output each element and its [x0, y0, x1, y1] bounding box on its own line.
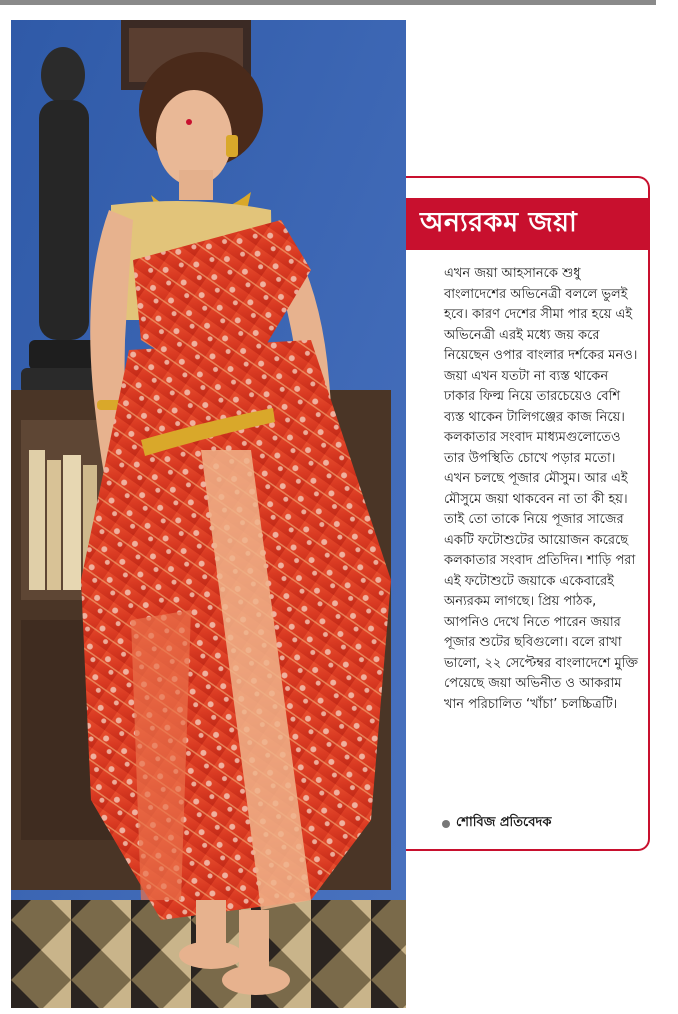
- article-body: এখন জয়া আহসানকে শুধু বাংলাদেশের অভিনেত্রী বললে ভুলই হবে। কারণ দেশের সীমা পার হয়ে এই অভিনেত্রী এরই মধ্যে জয় করে নিয়েছেন ওপার বাংলার দর্শকের মনও। জয়া এখন যতটা না ব্যস্ত থাকেন ঢাকার ফিল্ম নিয়ে তারচেয়েও বেশি ব্যস্ত থাকেন টালিগঞ্জের কাজ নিয়ে। কলকাতার সংবাদ মাধ্যমগুলোতেও তার উপস্থিতি চোখে পড়ার মতো। এখন চলছে পূজার মৌসুম। আর এই মৌসুমে জয়া থাকবেন না তা কী হয়। তাই তো তাকে নিয়ে পূজার সাজের একটি ফটোশুটের আয়োজন করেছে কলকাতার সংবাদ প্রতিদিন। শাড়ি পরা এই ফটোশুটে জয়াকে একেবারেই অন্যরকম লাগছে। প্রিয় পাঠক, আপনিও দেখে নিতে পারেন জয়ার পূজার শুটের ছবিগুলো। বলে রাখা ভালো, ২২ সেপ্টেম্বর বাংলাদেশে মুক্তি পেয়েছে জয়া অভিনীত ও আকরাম খান পরিচালিত ‘খাঁচা’ চলচ্চিত্রটি।: [444, 266, 639, 712]
- article-photo: [11, 20, 406, 1008]
- byline-text: শোবিজ প্রতিবেদক: [456, 815, 552, 830]
- headline-bar: [406, 198, 648, 250]
- byline: [442, 813, 551, 834]
- article-headline: অন্যরকম জয়া: [420, 206, 578, 238]
- article-box: [406, 176, 650, 851]
- top-rule: [0, 0, 656, 5]
- bullet-icon: [442, 820, 450, 828]
- photo-illustration: [11, 20, 406, 1008]
